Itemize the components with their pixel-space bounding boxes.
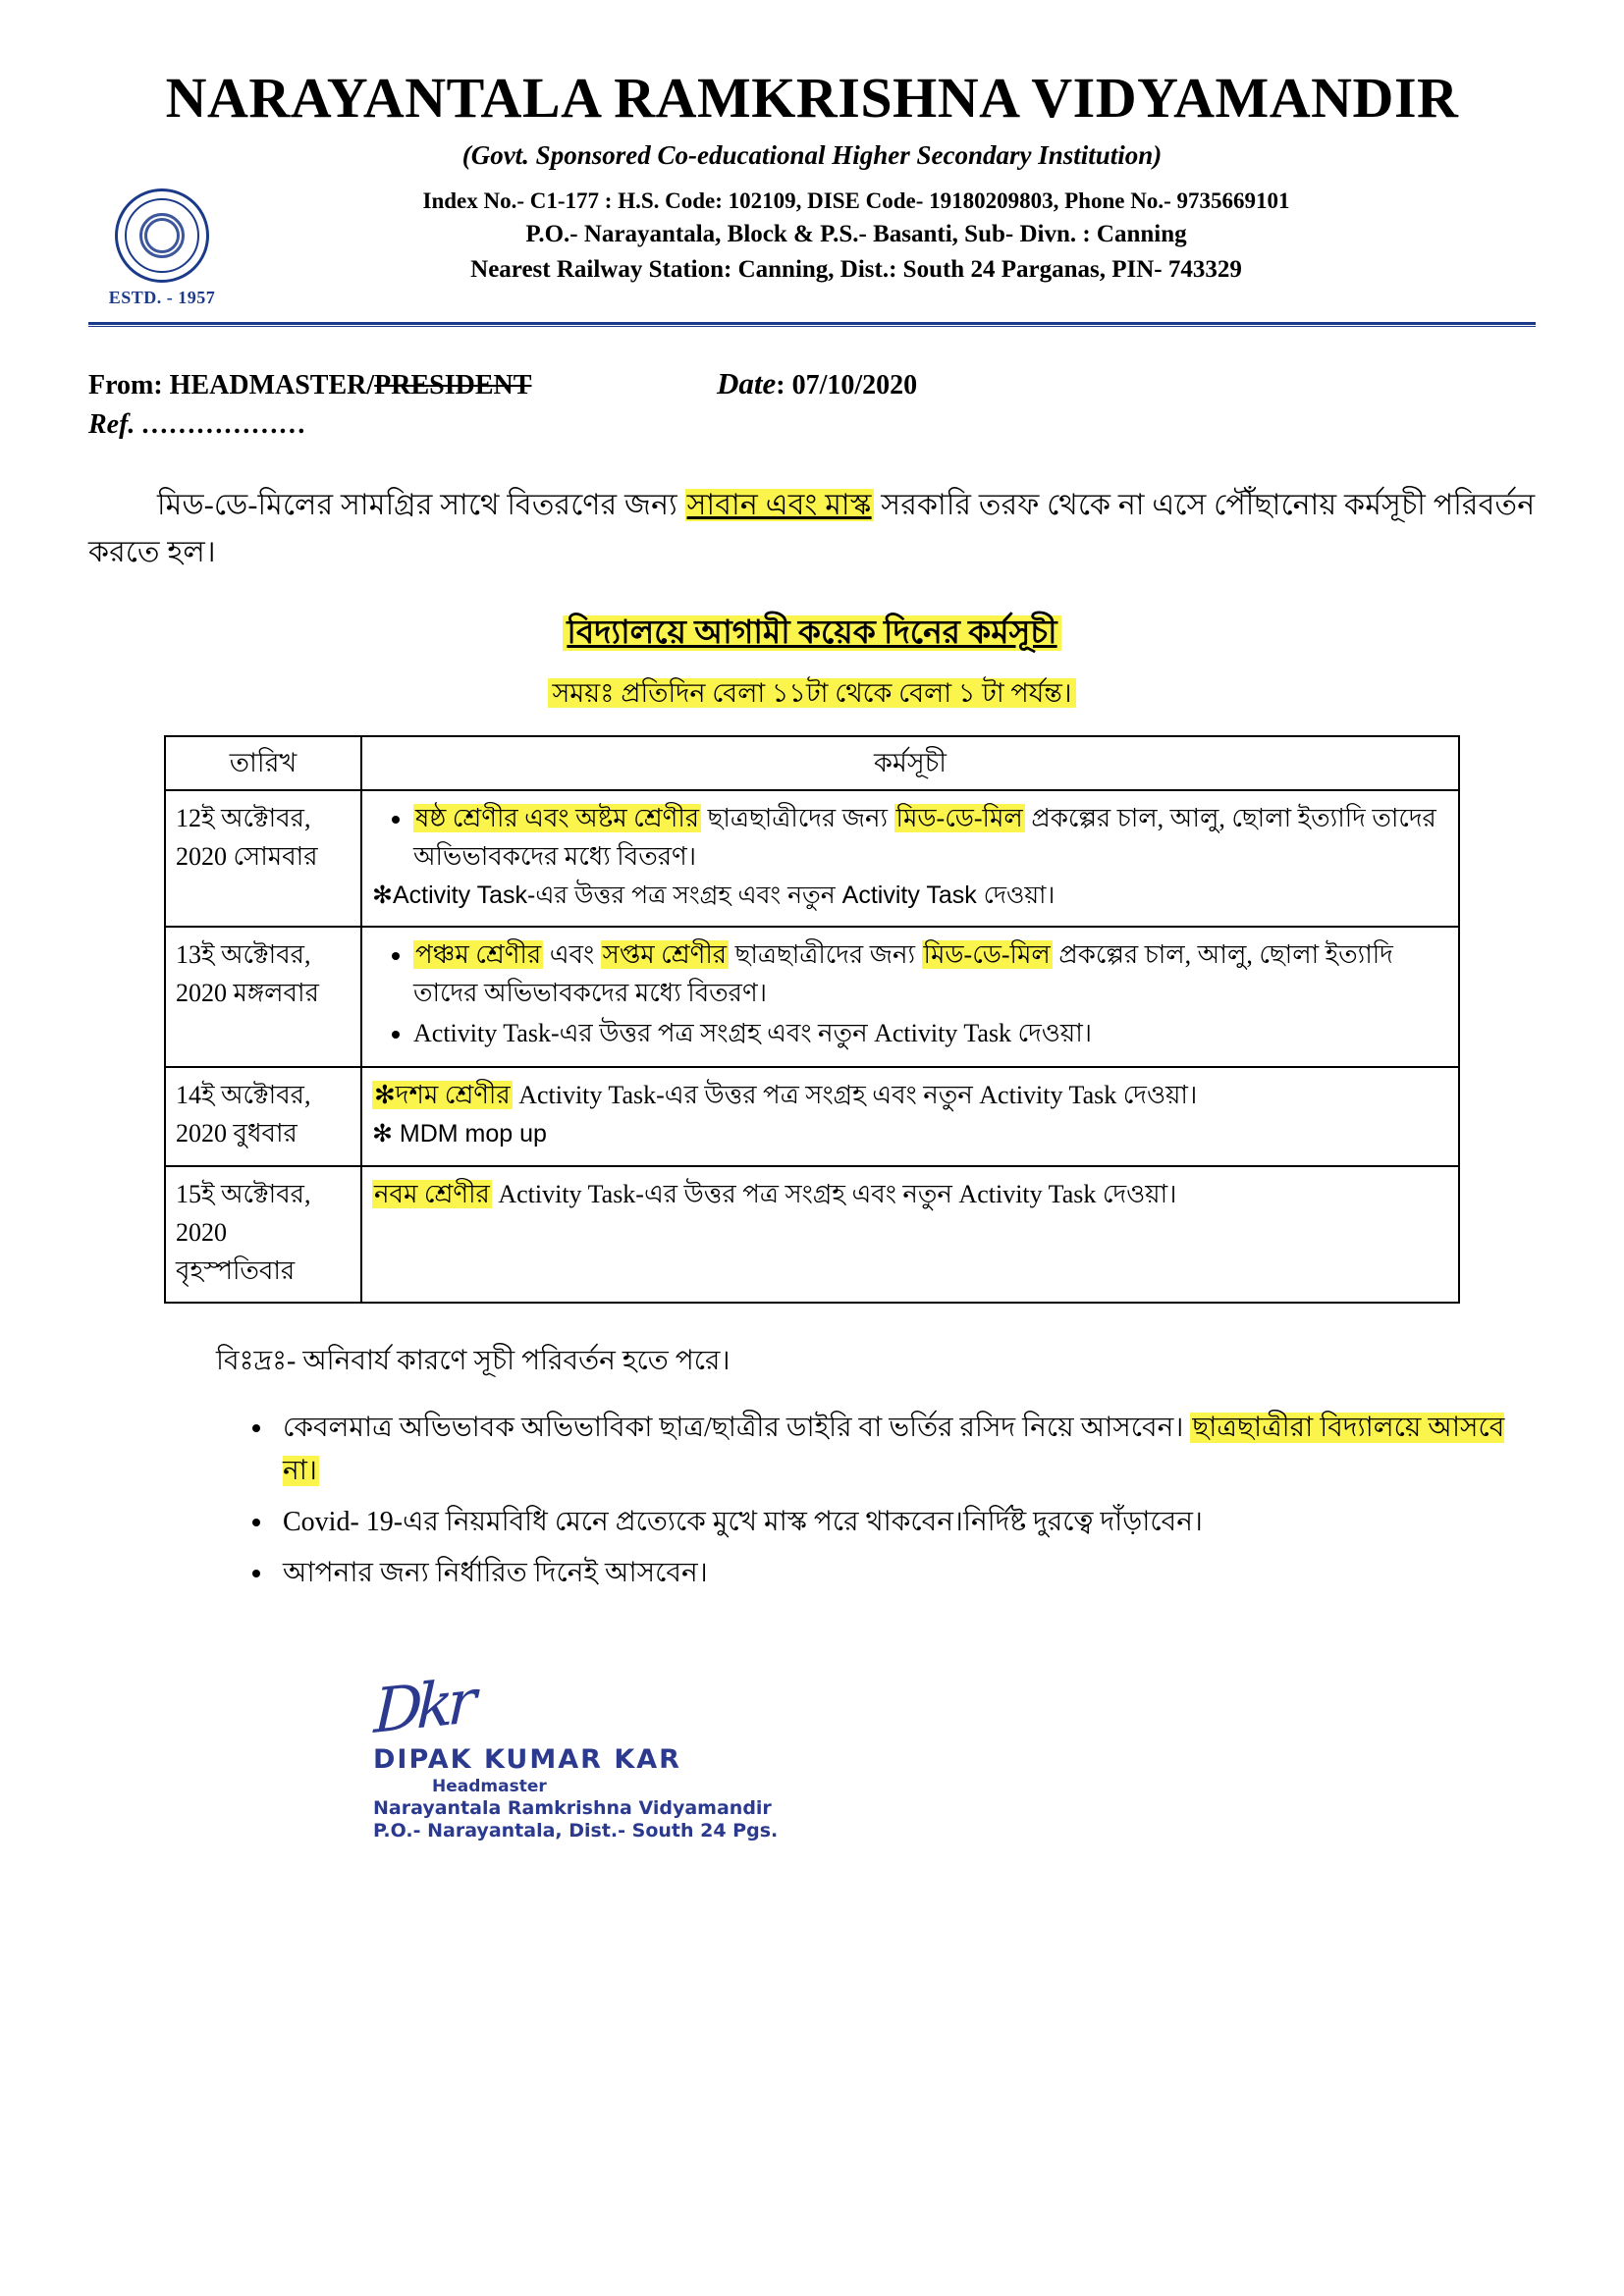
row2-text-mid2: ছাত্রছাত্রীদের জন্য — [729, 940, 922, 970]
cell-date: 12ই অক্টোবর, 2020 সোমবার — [165, 790, 361, 928]
signatory-role: Headmaster — [432, 1777, 547, 1797]
list-item — [413, 935, 1448, 1012]
signature-block — [88, 1664, 1536, 1842]
cell-program — [361, 790, 1459, 928]
address-block — [236, 185, 1536, 289]
date-value: : 07/10/2020 — [776, 369, 918, 400]
date-field — [717, 366, 917, 401]
list-item — [275, 1407, 1536, 1493]
row3-line — [372, 1076, 1448, 1114]
from-label: From: HEADMASTER/ — [88, 369, 375, 400]
list-item — [413, 799, 1448, 876]
table-header-row — [165, 736, 1459, 790]
row1-highlight-mdm: মিড-ডে-মিল — [895, 803, 1023, 832]
row1-text-post: প্রকল্পের চাল, আলু, ছোলা ইত্যাদি তাদের অভিভাবকদের মধ্যে বিতরণ। — [413, 803, 1436, 871]
signatory-address: P.O.- Narayantala, Dist.- South 24 Pgs. — [373, 1820, 779, 1842]
table-row — [165, 1067, 1459, 1166]
from-struck-word: PRESIDENT — [374, 369, 532, 400]
cell-program — [361, 1166, 1459, 1303]
intro-paragraph — [88, 482, 1536, 577]
schedule-title — [88, 607, 1536, 662]
cell-date: 14ই অক্টোবর, 2020 বুধবার — [165, 1067, 361, 1166]
schedule-time-text: সময়ঃ প্রতিদিন বেলা ১১টা থেকে বেলা ১ টা পর্যন্ত। — [548, 678, 1075, 708]
header-block — [88, 185, 1536, 308]
signature-mark: Dkr — [372, 1664, 472, 1747]
cell-program — [361, 927, 1459, 1067]
cell-program — [361, 1067, 1459, 1166]
column-header-date: তারিখ — [165, 736, 361, 790]
address-line-2: P.O.- Narayantala, Block & P.S.- Basanti, Sub- Divn. : Canning — [525, 221, 1187, 248]
address-line-1: Index No.- C1-177 : H.S. Code: 102109, DISE Code- 19180209803, Phone No.- 9735669101 — [422, 187, 1290, 213]
list-item: • আপনার জন্য নির্ধারিত দিনেই আসবেন। — [275, 1552, 1536, 1595]
intro-highlight: সাবান এবং মাস্ক — [686, 488, 872, 521]
row3-text: Activity Task-এর উত্তর পত্র সংগ্রহ এবং নতুন Activity Task দেওয়া। — [512, 1081, 1198, 1110]
row2-text-mid: এবং — [543, 940, 601, 970]
instructions-list — [88, 1407, 1536, 1596]
instruction-1-text: কেবলমাত্র অভিভাবক অভিভাবিকা ছাত্র/ছাত্রীর ডাইরি বা ভর্তির রসিদ নিয়ে আসবেন। — [283, 1412, 1191, 1443]
schedule-time — [88, 673, 1536, 718]
schedule-table — [164, 735, 1460, 1304]
program-list — [372, 799, 1448, 876]
row3-subnote: ✻ MDM mop up — [372, 1120, 547, 1148]
signatory-name: DIPAK KUMAR KAR — [373, 1744, 681, 1776]
row4-highlight-class9: নবম শ্রেণীর — [374, 1179, 490, 1208]
row4-line — [372, 1175, 1448, 1213]
schedule-title-text: বিদ্যালয়ে আগামী কয়েক দিনের কর্মসূচী — [563, 615, 1060, 651]
signatory-institution: Narayantala Ramkrishna Vidyamandir — [373, 1797, 772, 1820]
cell-date: 15ই অক্টোবর, 2020 বৃহস্পতিবার — [165, 1166, 361, 1303]
table-row — [165, 790, 1459, 928]
school-subtitle: (Govt. Sponsored Co-educational Higher Secondary Institution) — [461, 139, 1163, 170]
school-logo — [88, 185, 236, 308]
intro-text-2: সরকারি তরফ থেকে না এসে পৌঁছানোয় কর্মসূচী পরিবর্তন করতে হল। — [88, 488, 1536, 569]
list-item: • Activity Task-এর উত্তর পত্র সংগ্রহ এবং নতুন Activity Task দেওয়া। — [413, 1014, 1448, 1052]
row4-text: Activity Task-এর উত্তর পত্র সংগ্রহ এবং নতুন Activity Task দেওয়া। — [491, 1179, 1177, 1208]
row2-highlight-mdm: মিড-ডে-মিল — [923, 940, 1051, 970]
ref-field: Ref. ……………… — [88, 408, 307, 440]
logo-estd-label: ESTD. - 1957 — [108, 287, 216, 307]
school-seal-icon — [115, 188, 209, 283]
program-list — [372, 935, 1448, 1052]
row2-highlight-class7: সপ্তম শ্রেণীর — [602, 940, 728, 970]
list-item: • Covid- 19-এর নিয়মবিধি মেনে প্রত্যেকে মুখে মাস্ক পরে থাকবেন।নির্দিষ্ট দুরত্বে দাঁড়াবেন। — [275, 1501, 1536, 1544]
row2-text-post: প্রকল্পের চাল, আলু, ছোলা ইত্যাদি তাদের অভিভাবকদের মধ্যে বিতরণ। — [413, 940, 1393, 1008]
address-line-3: Nearest Railway Station: Canning, Dist.: South 24 Parganas, PIN- 743329 — [470, 256, 1242, 284]
row1-text-mid: ছাত্রছাত্রীদের জন্য — [701, 803, 894, 832]
instruction-1-highlight: ছাত্রছাত্রীরা বিদ্যালয়ে আসবে না। — [283, 1412, 1505, 1486]
date-label: Date — [717, 365, 777, 400]
header-divider — [88, 322, 1536, 327]
caution-note: বিঃদ্রঃ- অনিবার্য কারণে সূচী পরিবর্তন হতে পরে। — [216, 1345, 731, 1376]
table-row — [165, 927, 1459, 1067]
from-field — [88, 370, 717, 401]
page-title: NARAYANTALA RAMKRISHNA VIDYAMANDIR — [165, 66, 1459, 130]
from-date-row — [88, 366, 1536, 401]
row1-subnote: ✻Activity Task-এর উত্তর পত্র সংগ্রহ এবং নতুন Activity Task দেওয়া। — [372, 881, 1056, 909]
column-header-program: কর্মসূচী — [361, 736, 1459, 790]
table-row — [165, 1166, 1459, 1303]
row3-highlight-class10: ✻দশম শ্রেণীর — [374, 1081, 511, 1110]
intro-text-1: মিড-ডে-মিলের সামগ্রির সাথে বিতরণের জন্য — [157, 488, 685, 521]
row2-highlight-class5: পঞ্চম শ্রেণীর — [415, 940, 542, 970]
cell-date: 13ই অক্টোবর, 2020 মঙ্গলবার — [165, 927, 361, 1067]
row1-highlight-classes: ষষ্ঠ শ্রেণীর এবং অষ্টম শ্রেণীর — [415, 803, 700, 832]
